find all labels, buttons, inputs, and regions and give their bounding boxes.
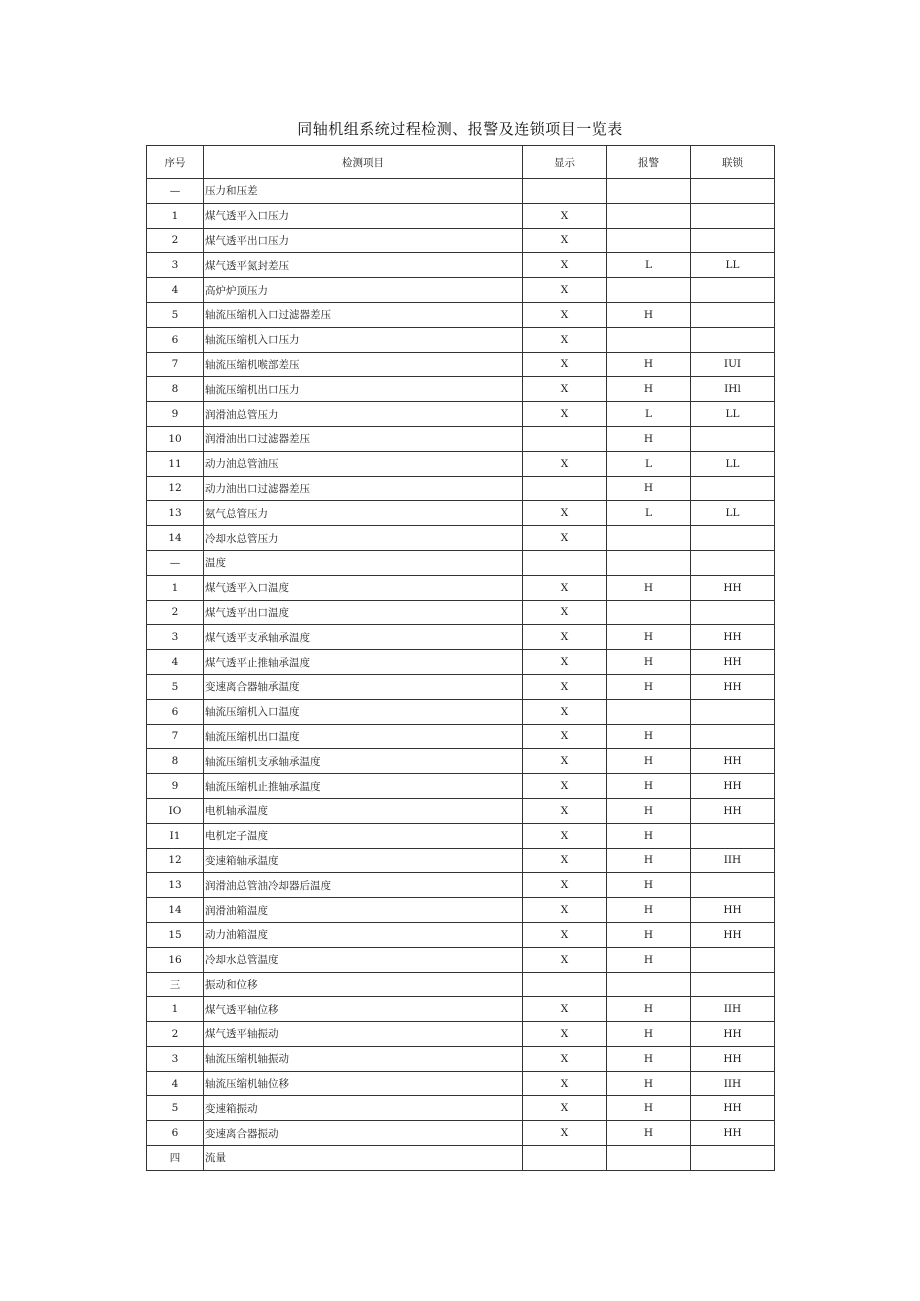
row-display-mark: X	[523, 749, 607, 774]
row-display-mark: X	[523, 823, 607, 848]
row-number: 4	[147, 650, 204, 675]
row-interlock-mark	[691, 302, 775, 327]
table-row	[147, 575, 775, 600]
row-alarm-mark: H	[607, 1046, 691, 1071]
row-alarm-mark: H	[607, 947, 691, 972]
row-item-name: 温度	[204, 550, 523, 575]
row-item-name: 煤气透平轴振动	[204, 1022, 523, 1047]
row-interlock-mark: HH	[691, 575, 775, 600]
row-number: 13	[147, 501, 204, 526]
row-number: 1	[147, 997, 204, 1022]
table-row	[147, 451, 775, 476]
row-number: 3	[147, 1046, 204, 1071]
row-number: 9	[147, 774, 204, 799]
row-interlock-mark	[691, 699, 775, 724]
row-number: 7	[147, 724, 204, 749]
table-row	[147, 327, 775, 352]
row-item-name: 轴流压缩机入口温度	[204, 699, 523, 724]
row-alarm-mark: L	[607, 253, 691, 278]
row-interlock-mark	[691, 476, 775, 501]
row-interlock-mark: IIH	[691, 848, 775, 873]
row-alarm-mark	[607, 972, 691, 997]
row-interlock-mark	[691, 228, 775, 253]
row-alarm-mark: H	[607, 302, 691, 327]
table-row	[147, 823, 775, 848]
row-display-mark: X	[523, 451, 607, 476]
row-interlock-mark	[691, 823, 775, 848]
row-interlock-mark: LL	[691, 451, 775, 476]
row-number: I1	[147, 823, 204, 848]
row-alarm-mark	[607, 600, 691, 625]
row-display-mark: X	[523, 228, 607, 253]
table-row	[147, 650, 775, 675]
row-alarm-mark: H	[607, 724, 691, 749]
row-interlock-mark: HH	[691, 674, 775, 699]
row-alarm-mark	[607, 179, 691, 204]
table-row	[147, 352, 775, 377]
table-row	[147, 798, 775, 823]
row-alarm-mark	[607, 278, 691, 303]
row-item-name: 压力和压差	[204, 179, 523, 204]
table-row	[147, 898, 775, 923]
row-number: 15	[147, 922, 204, 947]
row-display-mark	[523, 426, 607, 451]
row-item-name: 轴流压缩机喉部差压	[204, 352, 523, 377]
table-header-row	[147, 146, 775, 179]
table-row	[147, 402, 775, 427]
row-alarm-mark: H	[607, 1096, 691, 1121]
row-interlock-mark: HH	[691, 774, 775, 799]
row-display-mark	[523, 550, 607, 575]
header-no: 序号	[147, 146, 204, 179]
table-row	[147, 873, 775, 898]
row-item-name: 轴流压缩机轴位移	[204, 1071, 523, 1096]
row-display-mark: X	[523, 575, 607, 600]
row-display-mark: X	[523, 327, 607, 352]
table-row	[147, 997, 775, 1022]
row-interlock-mark	[691, 873, 775, 898]
row-interlock-mark: HH	[691, 749, 775, 774]
row-alarm-mark	[607, 327, 691, 352]
row-interlock-mark: LL	[691, 253, 775, 278]
row-display-mark: X	[523, 1071, 607, 1096]
row-display-mark: X	[523, 203, 607, 228]
row-display-mark: X	[523, 1121, 607, 1146]
row-number: 8	[147, 749, 204, 774]
row-interlock-mark: LL	[691, 402, 775, 427]
table-row	[147, 972, 775, 997]
row-number: 三	[147, 972, 204, 997]
row-display-mark: X	[523, 501, 607, 526]
row-item-name: 变速离合器振动	[204, 1121, 523, 1146]
row-item-name: 变速箱轴承温度	[204, 848, 523, 873]
row-item-name: 润滑油总管油冷却器后温度	[204, 873, 523, 898]
row-interlock-mark: HH	[691, 798, 775, 823]
row-interlock-mark: HH	[691, 1121, 775, 1146]
row-number: 16	[147, 947, 204, 972]
row-number: —	[147, 179, 204, 204]
row-number: 2	[147, 1022, 204, 1047]
row-number: 13	[147, 873, 204, 898]
row-item-name: 轴流压缩机止推轴承温度	[204, 774, 523, 799]
row-item-name: 变速箱振动	[204, 1096, 523, 1121]
row-number: 3	[147, 625, 204, 650]
row-number: 11	[147, 451, 204, 476]
row-number: IO	[147, 798, 204, 823]
row-interlock-mark	[691, 550, 775, 575]
header-alarm: 报警	[607, 146, 691, 179]
row-alarm-mark: L	[607, 501, 691, 526]
table-row	[147, 774, 775, 799]
row-item-name: 煤气透平轴位移	[204, 997, 523, 1022]
table-row	[147, 1121, 775, 1146]
row-display-mark: X	[523, 1046, 607, 1071]
table-row	[147, 922, 775, 947]
row-interlock-mark	[691, 179, 775, 204]
header-item: 检测项目	[204, 146, 523, 179]
row-interlock-mark: IHl	[691, 377, 775, 402]
row-display-mark: X	[523, 352, 607, 377]
row-display-mark	[523, 179, 607, 204]
row-display-mark: X	[523, 625, 607, 650]
row-display-mark: X	[523, 1022, 607, 1047]
table-row	[147, 625, 775, 650]
row-interlock-mark: HH	[691, 1022, 775, 1047]
row-interlock-mark: HH	[691, 922, 775, 947]
row-alarm-mark: H	[607, 749, 691, 774]
row-number: 1	[147, 575, 204, 600]
row-interlock-mark: IIH	[691, 997, 775, 1022]
row-display-mark: X	[523, 526, 607, 551]
row-item-name: 轴流压缩机轴振动	[204, 1046, 523, 1071]
row-item-name: 电机轴承温度	[204, 798, 523, 823]
table-row	[147, 501, 775, 526]
table-row	[147, 749, 775, 774]
row-number: 3	[147, 253, 204, 278]
row-item-name: 冷却水总管压力	[204, 526, 523, 551]
row-display-mark: X	[523, 774, 607, 799]
row-number: 5	[147, 674, 204, 699]
row-item-name: 煤气透平支承轴承温度	[204, 625, 523, 650]
row-item-name: 轴流压缩机入口压力	[204, 327, 523, 352]
header-interlock: 联锁	[691, 146, 775, 179]
row-alarm-mark	[607, 1146, 691, 1171]
row-number: 12	[147, 848, 204, 873]
row-alarm-mark: H	[607, 798, 691, 823]
table-row	[147, 426, 775, 451]
row-interlock-mark	[691, 947, 775, 972]
row-item-name: 煤气透平出口温度	[204, 600, 523, 625]
row-number: 2	[147, 228, 204, 253]
row-interlock-mark	[691, 526, 775, 551]
row-item-name: 轴流压缩机出口压力	[204, 377, 523, 402]
table-row	[147, 674, 775, 699]
row-alarm-mark: H	[607, 898, 691, 923]
table-row	[147, 848, 775, 873]
row-item-name: 动力油出口过滤器差压	[204, 476, 523, 501]
row-item-name: 煤气透平氮封差压	[204, 253, 523, 278]
row-alarm-mark: H	[607, 377, 691, 402]
row-number: 6	[147, 699, 204, 724]
row-item-name: 变速离合器轴承温度	[204, 674, 523, 699]
row-interlock-mark: HH	[691, 1046, 775, 1071]
table-row	[147, 302, 775, 327]
monitoring-items-table	[146, 145, 775, 1171]
row-alarm-mark: L	[607, 451, 691, 476]
row-interlock-mark	[691, 426, 775, 451]
row-item-name: 电机定子温度	[204, 823, 523, 848]
table-row	[147, 278, 775, 303]
row-item-name: 润滑油出口过滤器差压	[204, 426, 523, 451]
row-alarm-mark: H	[607, 625, 691, 650]
document-title: 同轴机组系统过程检测、报警及连锁项目一览表	[297, 120, 623, 138]
row-interlock-mark	[691, 972, 775, 997]
row-interlock-mark: HH	[691, 625, 775, 650]
row-item-name: 煤气透平止推轴承温度	[204, 650, 523, 675]
row-number: 5	[147, 302, 204, 327]
row-item-name: 氨气总管压力	[204, 501, 523, 526]
table-row	[147, 1022, 775, 1047]
row-interlock-mark: HH	[691, 898, 775, 923]
row-display-mark	[523, 1146, 607, 1171]
table-row	[147, 1071, 775, 1096]
row-number: 四	[147, 1146, 204, 1171]
row-interlock-mark	[691, 724, 775, 749]
row-number: 10	[147, 426, 204, 451]
row-interlock-mark: HH	[691, 650, 775, 675]
table-row	[147, 724, 775, 749]
row-interlock-mark	[691, 203, 775, 228]
row-alarm-mark: H	[607, 1071, 691, 1096]
row-number: 4	[147, 1071, 204, 1096]
row-display-mark: X	[523, 848, 607, 873]
row-display-mark: X	[523, 947, 607, 972]
row-item-name: 润滑油箱温度	[204, 898, 523, 923]
table-row	[147, 228, 775, 253]
row-interlock-mark: LL	[691, 501, 775, 526]
row-number: 4	[147, 278, 204, 303]
row-item-name: 轴流压缩机出口温度	[204, 724, 523, 749]
row-number: 14	[147, 898, 204, 923]
row-item-name: 高炉炉顶压力	[204, 278, 523, 303]
row-alarm-mark: H	[607, 476, 691, 501]
row-display-mark: X	[523, 699, 607, 724]
row-alarm-mark	[607, 526, 691, 551]
row-alarm-mark: H	[607, 997, 691, 1022]
row-display-mark: X	[523, 674, 607, 699]
row-alarm-mark: H	[607, 426, 691, 451]
row-item-name: 煤气透平入口温度	[204, 575, 523, 600]
row-alarm-mark	[607, 228, 691, 253]
table-row	[147, 947, 775, 972]
row-alarm-mark: H	[607, 873, 691, 898]
row-alarm-mark: H	[607, 823, 691, 848]
row-number: 2	[147, 600, 204, 625]
row-alarm-mark: H	[607, 650, 691, 675]
row-alarm-mark	[607, 203, 691, 228]
row-interlock-mark	[691, 600, 775, 625]
table-row	[147, 699, 775, 724]
row-alarm-mark: H	[607, 674, 691, 699]
table-row	[147, 203, 775, 228]
row-number: 6	[147, 1121, 204, 1146]
row-display-mark: X	[523, 873, 607, 898]
table-row	[147, 1096, 775, 1121]
row-number: 12	[147, 476, 204, 501]
row-alarm-mark: H	[607, 575, 691, 600]
row-display-mark: X	[523, 402, 607, 427]
row-alarm-mark: H	[607, 774, 691, 799]
row-item-name: 煤气透平入口压力	[204, 203, 523, 228]
row-item-name: 振动和位移	[204, 972, 523, 997]
table-row	[147, 179, 775, 204]
row-alarm-mark: H	[607, 1022, 691, 1047]
table-row	[147, 526, 775, 551]
row-item-name: 动力油总管油压	[204, 451, 523, 476]
row-display-mark	[523, 476, 607, 501]
row-interlock-mark: IIH	[691, 1071, 775, 1096]
row-number: 5	[147, 1096, 204, 1121]
row-display-mark: X	[523, 724, 607, 749]
row-display-mark: X	[523, 898, 607, 923]
row-item-name: 轴流压缩机入口过滤器差压	[204, 302, 523, 327]
row-alarm-mark: H	[607, 848, 691, 873]
row-interlock-mark	[691, 1146, 775, 1171]
row-alarm-mark: H	[607, 352, 691, 377]
row-item-name: 煤气透平出口压力	[204, 228, 523, 253]
row-display-mark: X	[523, 253, 607, 278]
row-number: 8	[147, 377, 204, 402]
table-body	[147, 179, 775, 1171]
row-interlock-mark	[691, 278, 775, 303]
row-number: —	[147, 550, 204, 575]
row-display-mark: X	[523, 798, 607, 823]
row-item-name: 轴流压缩机支承轴承温度	[204, 749, 523, 774]
row-alarm-mark: L	[607, 402, 691, 427]
row-alarm-mark	[607, 550, 691, 575]
row-number: 14	[147, 526, 204, 551]
row-item-name: 流量	[204, 1146, 523, 1171]
row-number: 7	[147, 352, 204, 377]
row-number: 6	[147, 327, 204, 352]
table-row	[147, 600, 775, 625]
table-row	[147, 253, 775, 278]
row-display-mark: X	[523, 377, 607, 402]
row-alarm-mark: H	[607, 1121, 691, 1146]
row-alarm-mark: H	[607, 922, 691, 947]
row-display-mark: X	[523, 997, 607, 1022]
row-interlock-mark: HH	[691, 1096, 775, 1121]
row-display-mark: X	[523, 302, 607, 327]
row-number: 9	[147, 402, 204, 427]
row-item-name: 动力油箱温度	[204, 922, 523, 947]
table-row	[147, 550, 775, 575]
row-item-name: 润滑油总管压力	[204, 402, 523, 427]
table-row	[147, 1146, 775, 1171]
row-interlock-mark: IUI	[691, 352, 775, 377]
row-display-mark: X	[523, 278, 607, 303]
row-display-mark: X	[523, 650, 607, 675]
row-alarm-mark	[607, 699, 691, 724]
row-display-mark: X	[523, 922, 607, 947]
table-row	[147, 1046, 775, 1071]
row-item-name: 冷却水总管温度	[204, 947, 523, 972]
row-display-mark: X	[523, 600, 607, 625]
header-display: 显示	[523, 146, 607, 179]
row-number: 1	[147, 203, 204, 228]
table-row	[147, 377, 775, 402]
row-interlock-mark	[691, 327, 775, 352]
table-row	[147, 476, 775, 501]
row-display-mark: X	[523, 1096, 607, 1121]
row-display-mark	[523, 972, 607, 997]
